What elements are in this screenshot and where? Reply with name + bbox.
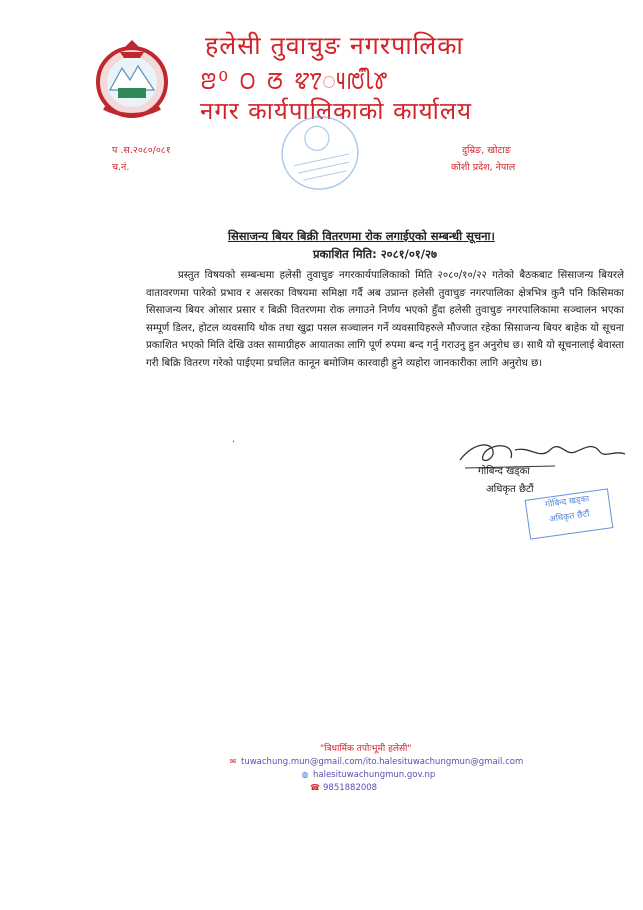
stamp-title: अधिकृत छैटौं: [548, 509, 591, 525]
signatory-name: गोबिन्द खड्का: [478, 466, 530, 477]
footer-motto: "त्रिधार्मिक तपोःभूमी हलेसी": [320, 744, 412, 754]
phone-text: 9851882008: [323, 783, 378, 793]
signatory-title: अधिकृत छैटौं: [486, 484, 534, 495]
email-text: tuwachung.mun@gmail.com/ito.halesituwachungmun@gmail.com: [241, 757, 524, 767]
footer-email: [228, 757, 523, 767]
published-date: प्रकाशित मिति: २०८१/०१/२७: [313, 247, 437, 261]
globe-icon: ◍: [301, 770, 309, 779]
phone-icon: ☎: [310, 783, 320, 792]
notice-paragraph: प्रस्तुत विषयको सम्बन्धमा हलेसी तुवाचुङ नगरकार्यपालिकाको मिति २०८०/१०/२२ गतेको बैठकबाट सिसाजन्य बियरले वातावरणमा पारेको प्रभाव र असरका विषयमा समिक्षा गर्दै अब उप्रान्त हलेसी तुवाचुङ नगरपालिका क्षेत्रभित्र कुनै पनि किसिमका सिसाजन्य बियर ओसार प्रसार र बिक्री वितरणमा रोक लगाउने निर्णय भएको हुँदा हलेसी तुवाचुङ नगरपालिकामा सञ्चालन भएका सम्पूर्ण डिलर, होटल व्यवसायि थोक तथा खुद्रा पसल सञ्चालन गर्ने व्यवसायिहरुले मौज्जात रहेका सिसाजन्य बियर बाहेक यो सूचना प्रकाशित भएको मिति देखि उक्त सामाग्रीहरु आयातका लागि पूर्ण रुपमा बन्द गर्नु गराउनु हुन अनुरोध छ। साथै यो सूचनालाई बेवास्ता गरी बिक्रि वितरण गरेको पाईएमा प्रचलित कानून बमोजिम कारवाही हुने व्यहोरा जानकारीका लागि अनुरोध छ।: [146, 270, 624, 369]
notice-title: सिसाजन्य बियर बिक्री वितरणमा रोक लगाईएको सम्बन्धी सूचना।: [228, 229, 495, 243]
signatory-stamp: [525, 488, 614, 539]
website-text: halesituwachungmun.gov.np: [313, 770, 436, 780]
stamp-name: गोबिन्द खड्का: [544, 494, 590, 511]
stray-mark: ʼ: [232, 440, 235, 450]
mail-icon: ✉: [229, 757, 237, 766]
notice-body: [146, 267, 624, 373]
office-stamp-icon: [270, 110, 370, 196]
footer-website: [300, 770, 435, 780]
province: कोशी प्रदेश, नेपाल: [451, 162, 516, 173]
ref-number: प .स.२०८०/०८१: [112, 145, 171, 156]
location: दुम्रिङ, खोटाङ: [462, 145, 511, 156]
footer-phone: [310, 783, 377, 793]
nepal-emblem-icon: [90, 38, 174, 122]
issue-number: च.नं.: [112, 162, 130, 173]
org-name-script: ꢂ⁰ ꢝ ꢞ ꢢꢵꢴꢱꢶꢷꢸ: [200, 67, 390, 95]
org-name: हलेसी तुवाचुङ नगरपालिका: [205, 31, 464, 60]
office-name: नगर कार्यपालिकाको कार्यालय: [200, 97, 473, 125]
